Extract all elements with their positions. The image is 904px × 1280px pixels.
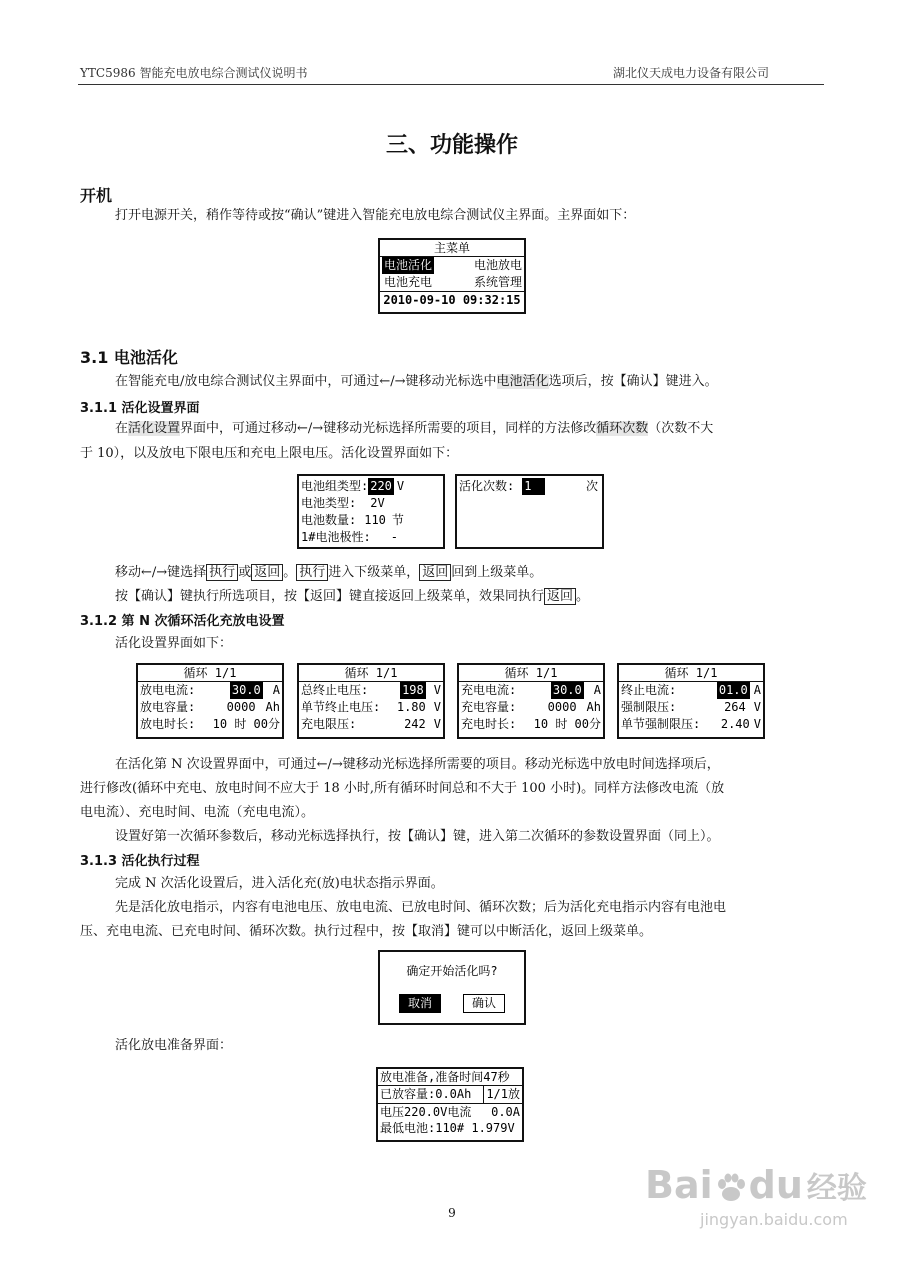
cycle-value[interactable]: 264 xyxy=(724,700,746,714)
cycle-label: 单节强制限压: xyxy=(621,717,701,731)
setup-row xyxy=(299,512,443,529)
return-box: 返回 xyxy=(419,564,451,581)
cycle-count-unit: 次 xyxy=(585,479,598,493)
setup-label: 1#电池极性: xyxy=(301,530,371,544)
header-company: 湖北仪天成电力设备有限公司 xyxy=(613,66,770,80)
cycle-value[interactable]: 0000 xyxy=(226,700,256,714)
cycle-label: 总终止电压: xyxy=(301,683,369,697)
confirm-text-c: 。 xyxy=(576,589,590,604)
main-menu-screen xyxy=(378,238,526,314)
return-box: 返回 xyxy=(251,564,283,581)
confirm-text-a: 按【确认】键执行所选项目，按【返回】键直接返回上级菜单，效果同执行 xyxy=(115,589,545,604)
s312-p2: 设置好第一次循环参数后，移动光标选择执行，按【确认】键，进入第二次循环的参数设置界面（同上）。 xyxy=(115,829,720,844)
setup-label: 电池数量: xyxy=(301,513,357,527)
cycle-label: 强制限压: xyxy=(621,700,677,714)
move-text-f: 回到上级菜单。 xyxy=(451,565,543,580)
cycle-title: 循环 1/1 xyxy=(299,665,443,682)
cycle-unit: A xyxy=(753,683,761,697)
prep-voltage: 电压220.0V xyxy=(380,1104,448,1119)
cycle-unit: V xyxy=(433,700,441,714)
paw-icon xyxy=(714,1171,748,1205)
cycle-label: 充电电流: xyxy=(461,683,517,697)
cycle-screen-limits xyxy=(617,663,765,739)
prep-current: 0.0A xyxy=(491,1104,520,1119)
cycle-label: 充电容量: xyxy=(461,700,517,714)
cycle-title: 循环 1/1 xyxy=(619,665,763,682)
watermark-brand2: du xyxy=(748,1163,803,1207)
watermark-logo xyxy=(645,1165,867,1209)
cycle-title: 循环 1/1 xyxy=(459,665,603,682)
cycle-value[interactable]: 1.80 xyxy=(396,700,426,714)
prep-screen xyxy=(376,1067,524,1142)
page-title: 三、功能操作 xyxy=(385,133,518,158)
setup-unit: 节 xyxy=(391,513,404,527)
cycle-value[interactable]: 10 时 00分 xyxy=(533,717,601,731)
cycle-screen-discharge xyxy=(136,663,284,739)
move-text-d: 。 xyxy=(283,565,297,580)
main-menu-datetime: 2010-09-10 09:32:15 xyxy=(380,291,524,308)
confirm-instruction xyxy=(115,583,589,610)
s311-l1-hl1: 活化设置 xyxy=(128,421,181,436)
heading-3-1-1: 3.1.1 活化设置界面 xyxy=(80,401,200,416)
setup-label: 电池类型: xyxy=(301,496,357,510)
cycle-label: 终止电流: xyxy=(621,683,677,697)
prep-intro: 活化放电准备界面： xyxy=(115,1038,233,1053)
setup-screen-right xyxy=(455,474,604,549)
page-number: 9 xyxy=(448,1206,456,1220)
setup-value[interactable]: - xyxy=(390,530,398,544)
s311-l1-c: （次数不大 xyxy=(648,421,714,436)
s311-l1-b: 界面中，可通过移动←/→键移动光标选择所需要的项目，同样的方法修改 xyxy=(180,421,597,436)
move-text-e: 进入下级菜单， xyxy=(328,565,420,580)
execute-box: 执行 xyxy=(206,564,238,581)
setup-value[interactable]: 110 xyxy=(364,513,386,527)
s311-line1 xyxy=(115,415,713,442)
s31-text xyxy=(115,368,718,395)
cycle-unit: V xyxy=(433,683,441,697)
setup-label: 电池组类型: xyxy=(301,479,369,493)
setup-unit: V xyxy=(396,479,405,493)
cycle-value[interactable]: 2.40 xyxy=(720,717,750,731)
ok-button[interactable]: 确认 xyxy=(463,994,505,1013)
cycle-unit: V xyxy=(433,717,441,731)
setup-screen-left xyxy=(297,474,445,549)
dialog-question: 确定开始活化吗? xyxy=(406,964,498,978)
prep-current-label: 电流 xyxy=(447,1104,472,1119)
s31-text-a: 在智能充电/放电综合测试仪主界面中，可通过←/→键移动光标选中 xyxy=(115,374,497,389)
power-on-text: 打开电源开关，稍作等待或按“确认”键进入智能充电放电综合测试仪主界面。主界面如下： xyxy=(115,208,636,223)
s313-p1: 完成 N 次活化设置后，进入活化充(放)电状态指示界面。 xyxy=(115,876,444,891)
heading-power-on: 开机 xyxy=(80,186,113,205)
watermark-brand3: 经验 xyxy=(806,1171,867,1206)
prep-row1: 放电准备,准备时间47秒 xyxy=(378,1069,522,1086)
watermark-url: jingyan.baidu.com xyxy=(700,1210,848,1229)
s31-text-highlight: 电池活化 xyxy=(496,374,549,389)
setup-row xyxy=(299,529,443,546)
cancel-button[interactable]: 取消 xyxy=(399,994,441,1013)
s312-p1-l2: 进行修改(循环中充电、放电时间不应大于 18 小时,所有循环时间总和不大于 100 小时)。同样方法修改电流（放 xyxy=(80,781,725,796)
cycle-unit: Ah xyxy=(586,700,601,714)
move-instruction xyxy=(115,559,542,586)
watermark-brand: Bai xyxy=(645,1163,713,1207)
cycle-count-value[interactable]: 1 xyxy=(522,478,545,495)
s313-p2-l1: 先是活化放电指示，内容有电池电压、放电电流、已放电时间、循环次数；后为活化充电指示内容有电池电 xyxy=(115,900,727,915)
prep-capacity: 已放容量:0.0Ah xyxy=(378,1086,484,1103)
menu-item-charge[interactable]: 电池充电 xyxy=(384,275,433,289)
header-doc-title: YTC5986 智能充电放电综合测试仪说明书 xyxy=(80,66,308,80)
move-text-a: 移动←/→键选择 xyxy=(115,565,207,580)
s311-line2: 于 10），以及放电下限电压和充电上限电压。活化设置界面如下： xyxy=(80,446,459,461)
s312-intro: 活化设置界面如下： xyxy=(115,636,233,651)
setup-value[interactable]: 220 xyxy=(370,479,392,493)
heading-3-1: 3.1 电池活化 xyxy=(80,348,178,367)
cycle-label: 充电限压: xyxy=(301,717,357,731)
cycle-value[interactable]: 01.0 xyxy=(718,683,748,697)
cycle-screen-charge xyxy=(457,663,605,739)
setup-value[interactable]: 2V xyxy=(370,496,385,510)
setup-row xyxy=(299,478,443,495)
s311-l1-hl2: 循环次数 xyxy=(596,421,649,436)
s313-p2-l2: 压、充电电流、已充电时间、循环次数。执行过程中，按【取消】键可以中断活化，返回上级菜单。 xyxy=(80,924,653,939)
cycle-label: 放电容量: xyxy=(140,700,196,714)
cycle-value[interactable]: 30.0 xyxy=(552,683,582,697)
confirm-dialog xyxy=(378,950,526,1025)
cycle-label: 放电电流: xyxy=(140,683,196,697)
menu-item-discharge[interactable]: 电池放电 xyxy=(473,258,522,272)
cycle-label: 单节终止电压: xyxy=(301,700,381,714)
setup-row xyxy=(299,495,443,512)
prep-min-battery: 最低电池:110# 1.979V xyxy=(380,1121,515,1135)
menu-item-system[interactable]: 系统管理 xyxy=(473,275,522,289)
cycle-unit: A xyxy=(272,683,280,697)
cycle-value[interactable]: 10 时 00分 xyxy=(212,717,280,731)
cycle-unit: V xyxy=(753,717,761,731)
return-box: 返回 xyxy=(544,588,576,605)
execute-box: 执行 xyxy=(296,564,328,581)
s312-p1-l3: 电电流）、充电时间、电流（充电电流）。 xyxy=(80,805,315,820)
s31-text-b: 选项后，按【确认】键进入。 xyxy=(548,374,718,389)
cycle-unit: Ah xyxy=(265,700,280,714)
prep-cycle: 1/1放 xyxy=(486,1087,520,1101)
move-text-c: 或 xyxy=(238,565,252,580)
s311-l1-a: 在 xyxy=(115,421,129,436)
cycle-title: 循环 1/1 xyxy=(138,665,282,682)
heading-3-1-3: 3.1.3 活化执行过程 xyxy=(80,854,200,869)
cycle-unit: A xyxy=(593,683,601,697)
header-divider xyxy=(78,84,824,85)
cycle-label: 放电时长: xyxy=(140,717,196,731)
menu-item-activation[interactable]: 电池活化 xyxy=(384,258,433,272)
heading-3-1-2: 3.1.2 第 N 次循环活化充放电设置 xyxy=(80,614,285,629)
cycle-screen-voltage xyxy=(297,663,445,739)
cycle-value[interactable]: 30.0 xyxy=(231,683,261,697)
cycle-count-label: 活化次数: xyxy=(459,479,515,493)
s312-p1-l1: 在活化第 N 次设置界面中，可通过←/→键移动光标选择所需要的项目。移动光标选中放电时间选择项后， xyxy=(115,757,720,772)
cycle-label: 充电时长: xyxy=(461,717,517,731)
cycle-unit: V xyxy=(753,700,761,714)
main-menu-title: 主菜单 xyxy=(380,240,524,257)
cycle-value[interactable]: 242 xyxy=(404,717,426,731)
cycle-value[interactable]: 198 xyxy=(402,683,424,697)
cycle-value[interactable]: 0000 xyxy=(547,700,577,714)
